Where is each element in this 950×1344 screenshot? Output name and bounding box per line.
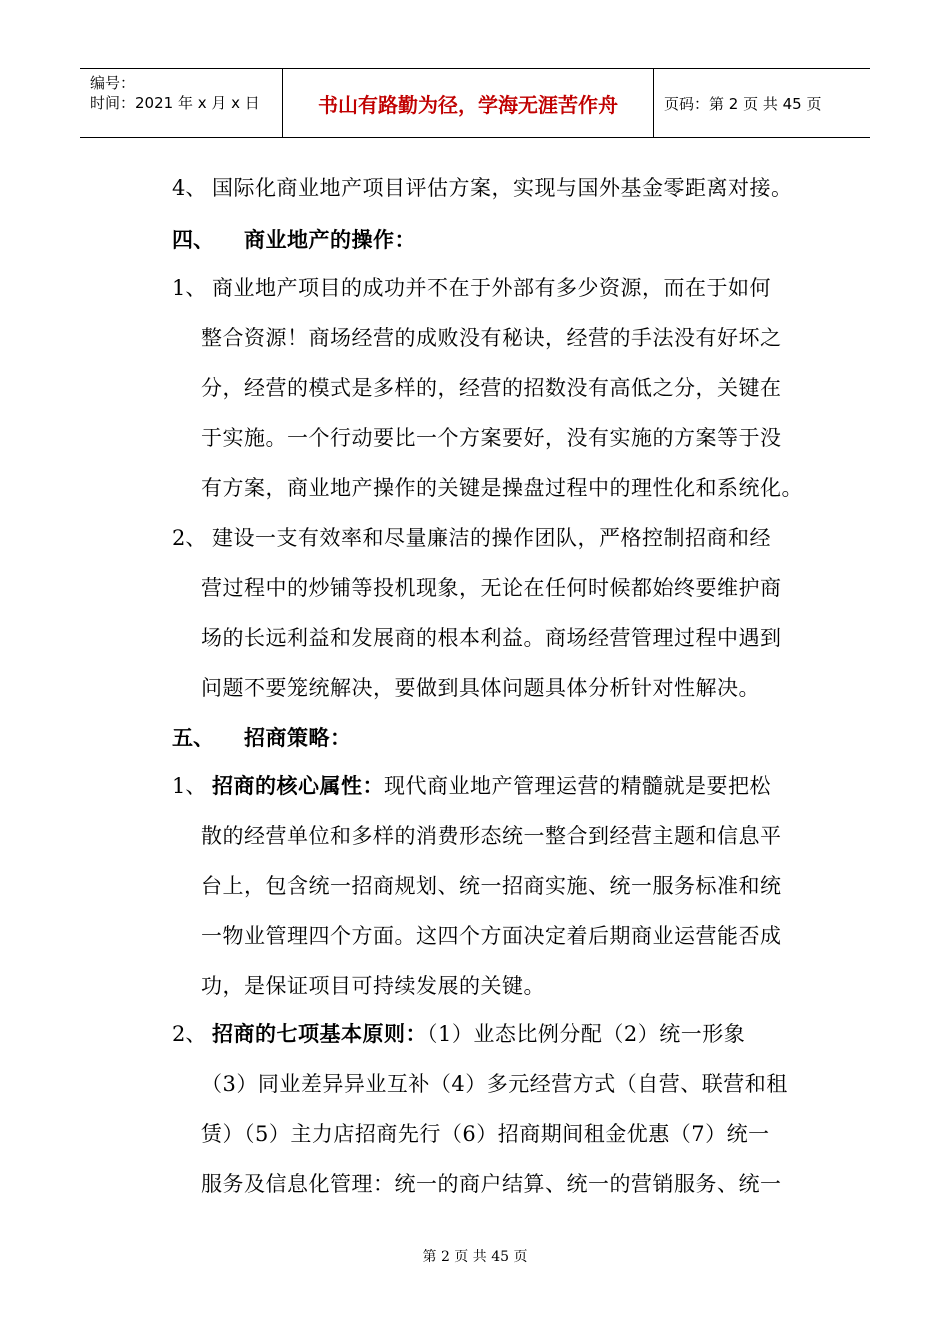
- paragraph-line: （3）同业差异异业互补（4）多元经营方式（自营、联营和租: [201, 1072, 788, 1096]
- header-left: [80, 69, 283, 137]
- paragraph-line: 商业地产项目的成功并不在于外部有多少资源，而在于如何: [212, 276, 771, 300]
- paragraph-line: 分，经营的模式是多样的，经营的招数没有高低之分，关键在: [201, 376, 782, 400]
- item-number: 1、: [172, 774, 207, 798]
- paragraph-line: [212, 1018, 745, 1048]
- item-number: 2、: [172, 526, 207, 550]
- paragraph-line: 台上，包含统一招商规划、统一招商实施、统一服务标准和统: [201, 874, 782, 898]
- paragraph-line: 功，是保证项目可持续发展的关键。: [201, 974, 545, 998]
- paragraph-line: 有方案，商业地产操作的关键是操盘过程中的理性化和系统化。: [201, 476, 803, 500]
- item-number: 1、: [172, 276, 207, 300]
- paragraph-line: 整合资源！商场经营的成败没有秘诀，经营的手法没有好坏之: [201, 326, 782, 350]
- paragraph-line: 营过程中的炒铺等投机现象，无论在任何时候都始终要维护商: [201, 576, 782, 600]
- page-footer: 第 2 页 共 45 页: [422, 1249, 528, 1265]
- header-motto: 书山有路勤为径，学海无涯苦作舟: [283, 69, 654, 137]
- page-header: [80, 68, 870, 138]
- document-number-label: 编号：: [90, 74, 136, 92]
- item-number: 4、: [172, 176, 207, 200]
- item-number: 2、: [172, 1022, 207, 1046]
- section-title: 招商策略：: [244, 725, 352, 750]
- paragraph-line: 建设一支有效率和尽量廉洁的操作团队，严格控制招商和经: [212, 526, 771, 550]
- paragraph-line: [212, 770, 771, 800]
- lead-text: （1）业态比例分配（2）统一形象: [427, 1022, 746, 1046]
- paragraph-line: 服务及信息化管理：统一的商户结算、统一的营销服务、统一: [201, 1172, 782, 1196]
- item-text: 国际化商业地产项目评估方案，实现与国外基金零距离对接。: [212, 176, 793, 200]
- paragraph-line: 散的经营单位和多样的消费形态统一整合到经营主题和信息平: [201, 824, 782, 848]
- section-title: 商业地产的操作：: [244, 227, 416, 252]
- lead-text: 现代商业地产管理运营的精髓就是要把松: [384, 774, 771, 798]
- header-page-label: 页码：第 2 页 共 45 页: [664, 94, 822, 113]
- section-number: 四、: [172, 227, 214, 252]
- paragraph-line: 问题不要笼统解决，要做到具体问题具体分析针对性解决。: [201, 676, 760, 700]
- paragraph-line: 于实施。一个行动要比一个方案要好，没有实施的方案等于没: [201, 426, 782, 450]
- bold-lead: 招商的核心属性：: [212, 773, 384, 798]
- paragraph-line: 场的长远利益和发展商的根本利益。商场经营管理过程中遇到: [201, 626, 782, 650]
- paragraph-line: 赁）（5）主力店招商先行（6）招商期间租金优惠（7）统一: [201, 1122, 770, 1146]
- paragraph-line: 一物业管理四个方面。这四个方面决定着后期商业运营能否成: [201, 924, 782, 948]
- bold-lead: 招商的七项基本原则：: [212, 1021, 427, 1046]
- document-time-label: 时间：2021 年 x 月 x 日: [90, 94, 260, 112]
- section-number: 五、: [172, 725, 214, 750]
